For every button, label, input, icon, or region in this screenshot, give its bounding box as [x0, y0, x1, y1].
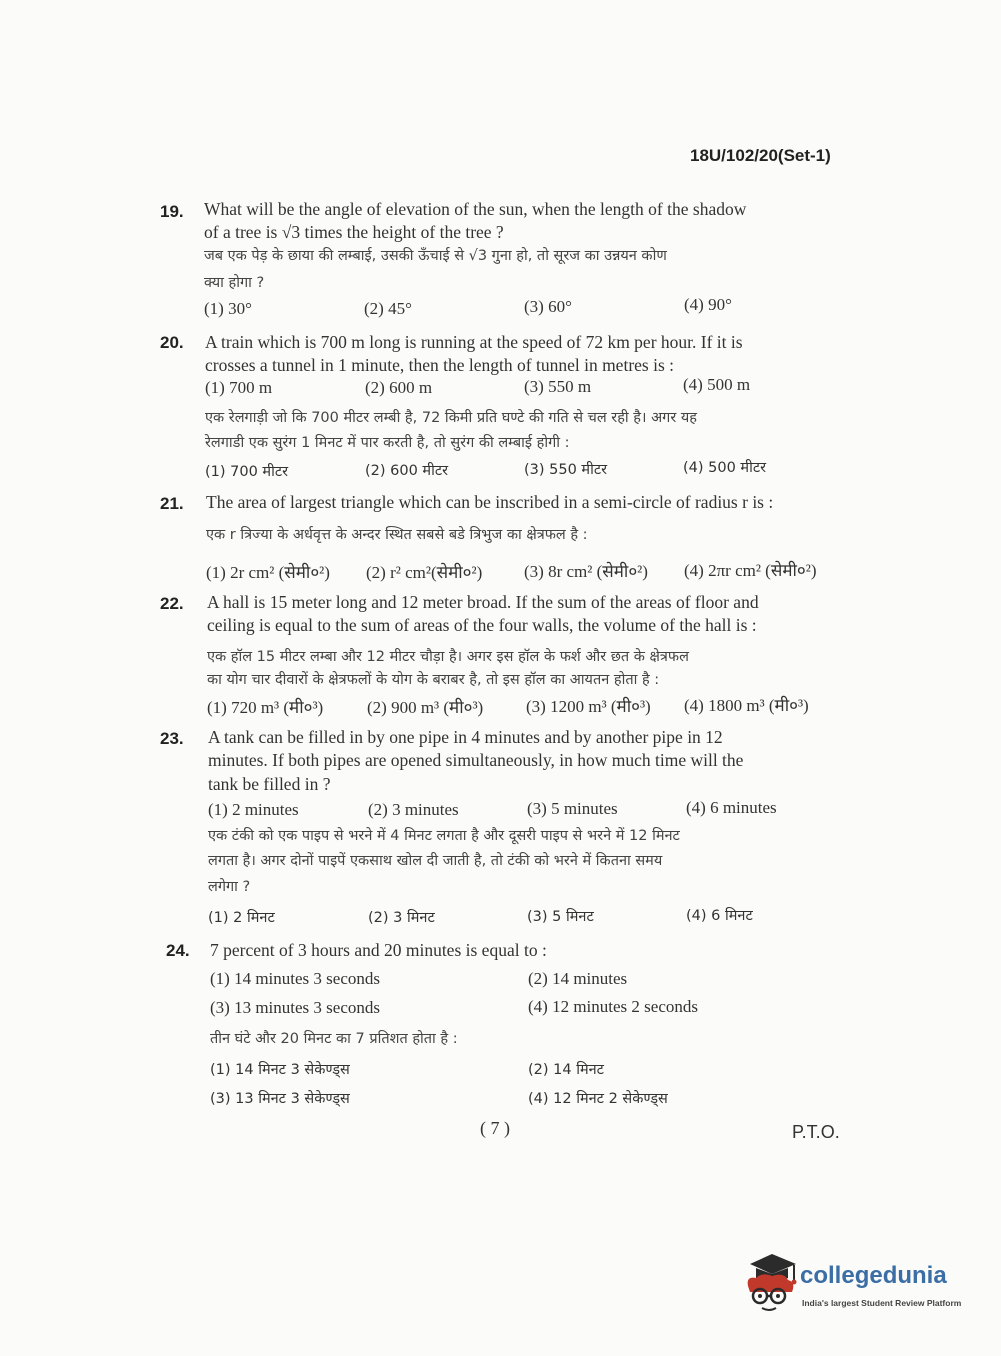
question-text-en: A hall is 15 meter long and 12 meter broad. If the sum of the areas of floor and [207, 592, 759, 612]
option-1-en: (1) 2 minutes [208, 800, 299, 819]
option-2: (2) 900 m³ (मी०³) [367, 698, 484, 717]
option-4-en: (4) 12 minutes 2 seconds [528, 997, 698, 1016]
option-3-hi: (3) 5 मिनट [527, 909, 594, 925]
logo-tagline: India's largest Student Review Platform [802, 1298, 962, 1308]
collegedunia-logo [742, 1252, 972, 1322]
question-text-en: minutes. If both pipes are opened simultaneously, in how much time will the [208, 750, 744, 770]
question-text-en: What will be the angle of elevation of the sun, when the length of the shadow [204, 199, 747, 219]
question-text-en: ceiling is equal to the sum of areas of the four walls, the volume of the hall is : [207, 615, 757, 635]
question-text-hi: क्या होगा ? [204, 275, 265, 291]
option-4-hi: (4) 500 मीटर [683, 460, 767, 476]
paper-code: 18U/102/20(Set-1) [690, 146, 831, 165]
question-text-en: A train which is 700 m long is running at the speed of 72 km per hour. If it is [205, 332, 743, 352]
option-4: (4) 90° [684, 295, 732, 314]
question-text-en: crosses a tunnel in 1 minute, then the length of tunnel in metres is : [205, 355, 675, 375]
option-3: (3) 60° [524, 297, 572, 316]
question-text-hi: एक रेलगाड़ी जो कि 700 मीटर लम्बी है, 72 किमी प्रति घण्टे की गति से चल रही है। अगर यह [205, 410, 697, 426]
option-2-en: (2) 3 minutes [368, 800, 459, 819]
question-number: 19. [160, 202, 184, 221]
question-text-hi: लगेगा ? [208, 879, 251, 895]
option-2: (2) r² cm²(सेमी०²) [366, 563, 483, 582]
question-text-hi: लगता है। अगर दोनों पाइपें एकसाथ खोल दी जाती है, तो टंकी को भरने में कितना समय [208, 853, 663, 869]
option-1-hi: (1) 700 मीटर [205, 464, 289, 480]
pto-label: P.T.O. [792, 1122, 840, 1142]
question-number: 21. [160, 494, 184, 513]
option-1: (1) 2r cm² (सेमी०²) [206, 563, 330, 582]
question-number: 24. [166, 941, 190, 960]
option-1: (1) 720 m³ (मी०³) [207, 698, 324, 717]
question-text-hi: एक टंकी को एक पाइप से भरने में 4 मिनट लगता है और दूसरी पाइप से भरने में 12 मिनट [208, 828, 680, 844]
question-text-en: 7 percent of 3 hours and 20 minutes is equal to : [210, 940, 547, 960]
question-number: 20. [160, 333, 184, 352]
option-4-hi: (4) 6 मिनट [686, 908, 753, 924]
option-4-hi: (4) 12 मिनट 2 सेकेण्ड्स [528, 1091, 668, 1107]
option-2-en: (2) 600 m [365, 378, 433, 397]
question-number: 22. [160, 594, 184, 613]
question-text-hi: जब एक पेड़ के छाया की लम्बाई, उसकी ऊँचाई से √3 गुना हो, तो सूरज का उन्नयन कोण [204, 248, 667, 264]
option-1-hi: (1) 14 मिनट 3 सेकेण्ड्स [210, 1062, 350, 1078]
mascot-icon [742, 1252, 800, 1318]
question-text-hi: तीन घंटे और 20 मिनट का 7 प्रतिशत होता है : [210, 1031, 458, 1047]
option-2-en: (2) 14 minutes [528, 969, 628, 988]
option-4-en: (4) 500 m [683, 375, 751, 394]
page-number: ( 7 ) [480, 1118, 510, 1138]
option-1-en: (1) 14 minutes 3 seconds [210, 969, 380, 988]
logo-name: collegedunia [800, 1262, 947, 1289]
question-text-hi: का योग चार दीवारों के क्षेत्रफलों के योग के बराबर है, तो इस हॉल का आयतन होता है : [207, 672, 660, 688]
question-text-en: A tank can be filled in by one pipe in 4 minutes and by another pipe in 12 [208, 727, 723, 747]
option-3-hi: (3) 13 मिनट 3 सेकेण्ड्स [210, 1091, 350, 1107]
question-text-hi: रेलगाडी एक सुरंग 1 मिनट में पार करती है, तो सुरंग की लम्बाई होगी : [205, 435, 570, 451]
option-4: (4) 1800 m³ (मी०³) [684, 696, 809, 715]
option-4-en: (4) 6 minutes [686, 798, 777, 817]
option-3-en: (3) 550 m [524, 377, 592, 396]
option-1-en: (1) 700 m [205, 378, 273, 397]
option-1: (1) 30° [204, 299, 252, 318]
option-3: (3) 8r cm² (सेमी०²) [524, 562, 648, 581]
option-1-hi: (1) 2 मिनट [208, 910, 275, 926]
question-text-hi: एक हॉल 15 मीटर लम्बा और 12 मीटर चौड़ा है। अगर इस हॉल के फर्श और छत के क्षेत्रफल [207, 649, 689, 665]
option-3-hi: (3) 550 मीटर [524, 462, 608, 478]
option-3-en: (3) 13 minutes 3 seconds [210, 998, 380, 1017]
question-text-en: tank be filled in ? [208, 774, 331, 794]
option-2-hi: (2) 600 मीटर [365, 463, 449, 479]
option-2: (2) 45° [364, 299, 412, 318]
option-3-en: (3) 5 minutes [527, 799, 618, 818]
option-2-hi: (2) 3 मिनट [368, 910, 435, 926]
question-text-en: The area of largest triangle which can be inscribed in a semi-circle of radius r is : [206, 492, 774, 512]
question-text-hi: एक r त्रिज्या के अर्धवृत्त के अन्दर स्थित सबसे बडे त्रिभुज का क्षेत्रफल है : [206, 527, 588, 543]
question-text-en: of a tree is √3 times the height of the tree ? [204, 222, 504, 242]
option-3: (3) 1200 m³ (मी०³) [526, 697, 651, 716]
question-number: 23. [160, 729, 184, 748]
option-4: (4) 2πr cm² (सेमी०²) [684, 561, 817, 580]
option-2-hi: (2) 14 मिनट [528, 1062, 604, 1078]
